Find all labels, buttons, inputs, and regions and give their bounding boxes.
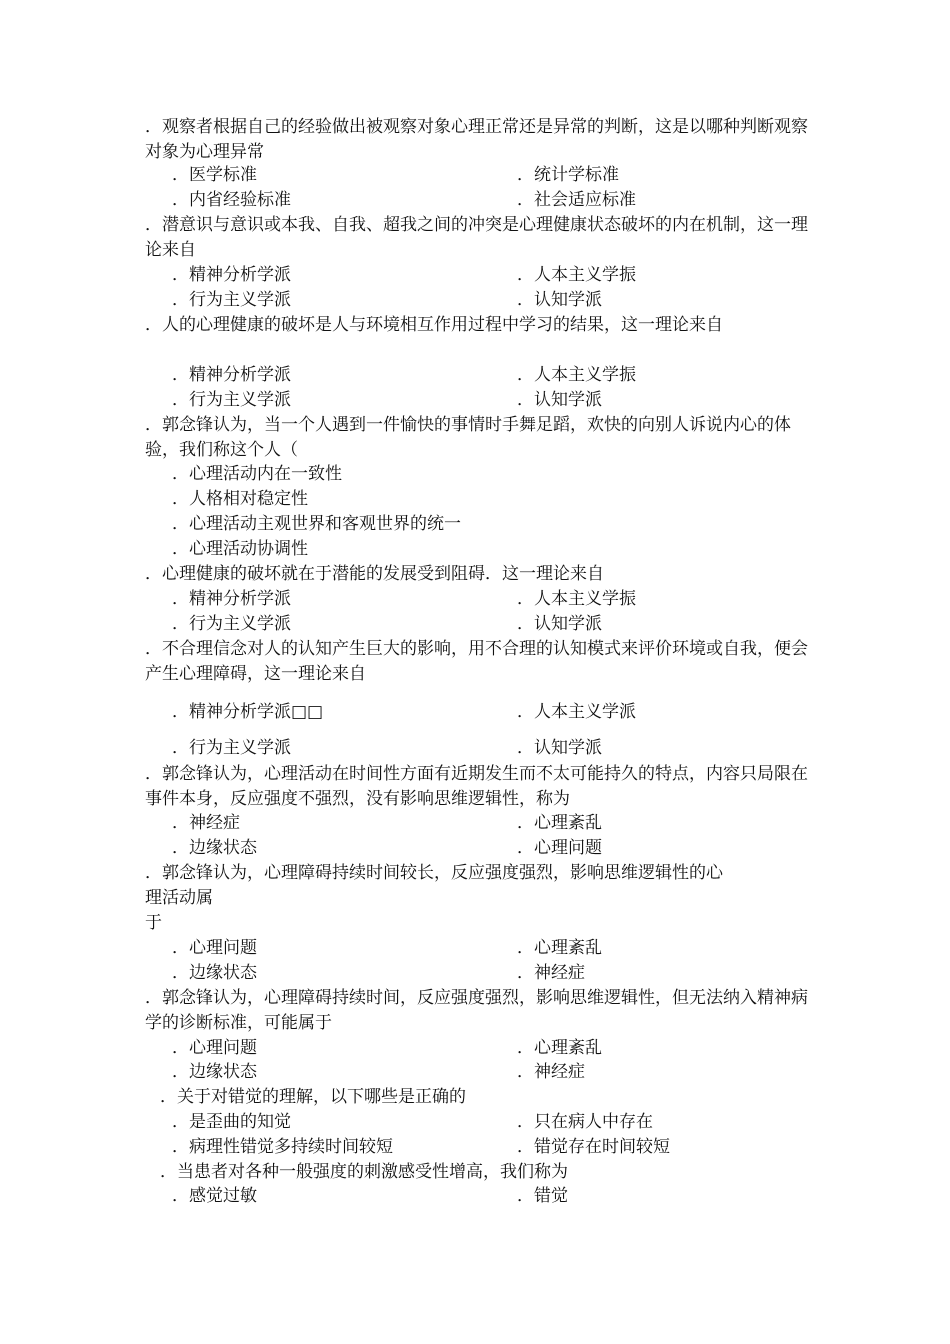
option-c: ．行为主义学派 [172,614,291,634]
option-b: ．统计学标准 [517,165,619,185]
option-d: ．认知学派 [517,390,602,410]
option-c: ．心理活动主观世界和客观世界的统一 [172,514,461,534]
question-stem: ．郭念锋认为，心理活动在时间性方面有近期发生而不太可能持久的特点，内容只局限在事件本身，反应强度不强烈，没有影响思维逻辑性，称为 [145,764,808,809]
option-c: ．边缘状态 [172,1062,257,1082]
option-c: ．行为主义学派 [172,390,291,410]
option-c: ．内省经验标准 [172,190,291,210]
question-stem: ．观察者根据自己的经验做出被观察对象心理正常还是异常的判断，这是以哪种判断观察对象为心理异常 [145,117,808,162]
option-d: ．社会适应标准 [517,190,636,210]
question-stem: ．关于对错觉的理解，以下哪些是正确的 [160,1087,466,1107]
question-stem-line1: ．郭念锋认为，心理障碍持续时间较长，反应强度强烈，影响思维逻辑性的心 [145,863,723,883]
question-stem: ．郭念锋认为，当一个人遇到一件愉快的事情时手舞足蹈，欢快的向别人诉说内心的体验，我们称这个人（ [145,415,791,460]
option-b: ．人本主义学派 [517,702,636,722]
option-b: ．心理紊乱 [517,938,602,958]
question-stem: ．不合理信念对人的认知产生巨大的影响，用不合理的认知模式来评价环境或自我，便会产生心理障碍，这一理论来自 [145,639,808,684]
option-c: ．边缘状态 [172,963,257,983]
option-c: ．行为主义学派 [172,738,291,758]
option-b: ．错觉 [517,1186,568,1206]
option-a: ．心理问题 [172,938,257,958]
question-stem: ．潜意识与意识或本我、自我、超我之间的冲突是心理健康状态破坏的内在机制，这一理论来自 [145,215,808,260]
question-stem-line3: 于 [145,913,162,933]
option-b: ．心理紊乱 [517,813,602,833]
option-a: ．医学标准 [172,165,257,185]
option-b: ．心理紊乱 [517,1038,602,1058]
question-stem: ．郭念锋认为，心理障碍持续时间，反应强度强烈，影响思维逻辑性，但无法纳入精神病学的诊断标准，可能属于 [145,988,808,1033]
option-c: ．行为主义学派 [172,290,291,310]
option-d: ．错觉存在时间较短 [517,1137,670,1157]
option-d: ．心理问题 [517,838,602,858]
option-b: ．人本主义学振 [517,265,636,285]
option-d: ．心理活动协调性 [172,539,308,559]
question-stem-line2: 理活动属 [145,888,213,908]
question-stem: ．心理健康的破坏就在于潜能的发展受到阻碍．这一理论来自 [145,564,604,584]
option-a: ．心理问题 [172,1038,257,1058]
option-c: ．病理性错觉多持续时间较短 [172,1137,393,1157]
option-a: ．是歪曲的知觉 [172,1112,291,1132]
question-stem: ．当患者对各种一般强度的刺激感受性增高，我们称为 [160,1162,568,1182]
option-d: ．认知学派 [517,614,602,634]
option-a: ．精神分析学派 [172,265,291,285]
option-d: ．认知学派 [517,738,602,758]
option-a: ．精神分析学派□□ [172,702,324,722]
option-c: ．边缘状态 [172,838,257,858]
option-a: ．感觉过敏 [172,1186,257,1206]
option-d: ．认知学派 [517,290,602,310]
question-stem: ．人的心理健康的破坏是人与环境相互作用过程中学习的结果，这一理论来自 [145,315,723,335]
option-d: ．神经症 [517,1062,585,1082]
option-b: ．人格相对稳定性 [172,489,308,509]
option-b: ．人本主义学振 [517,365,636,385]
option-d: ．神经症 [517,963,585,983]
option-b: ．只在病人中存在 [517,1112,653,1132]
option-a: ．精神分析学派 [172,589,291,609]
option-a: ．神经症 [172,813,240,833]
option-b: ．人本主义学振 [517,589,636,609]
option-a: ．心理活动内在一致性 [172,464,342,484]
option-a: ．精神分析学派 [172,365,291,385]
